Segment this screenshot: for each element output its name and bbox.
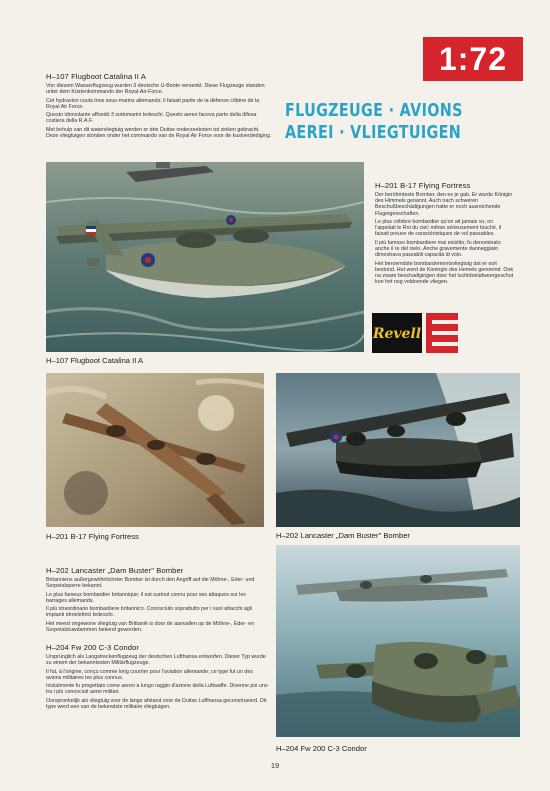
- page-number: 19: [270, 761, 280, 770]
- h204-text-nl: Oorspronkelijk als vliegtuig voor de lange afstand voor de Duitse Lufthansa geconstrueerd. Dit type werd een van de bekendste militaire vliegtuigen.: [46, 697, 267, 710]
- h204-text-de: Ursprünglich als Langstreckenflugzeug der deutschen Lufthansa entworfen. Dieser Typ wurde zu einem der bekanntesten Militärflugzeuge.: [46, 654, 266, 667]
- h202-text-nl: Het meest ongewone vliegtuig van Brittanië is door de aanvallen op de Möhne-, Eder- en Sorpetalstuwdammen bekend geworden.: [46, 620, 255, 633]
- revell-logo: [372, 311, 458, 355]
- page-heading: [285, 100, 463, 144]
- h201-text-fr: Le plus célèbre bombardier qu'on ait jamais vu; on l'appelait le Roi du ciel; même sérieusement touché, il faisait preuve de caractéristiques de vol passables.: [375, 219, 502, 238]
- svg-text:Revell: Revell: [372, 326, 422, 342]
- catalina-image: [46, 162, 364, 352]
- h204-text-it: Inizialmente fu progettato come aereo a lungo raggio d'azione della Luftwaffe. Divenne poi uno tra i più conosciuti aerei militari.: [46, 683, 268, 696]
- h204-description: [46, 643, 268, 712]
- h107-text-nl: Met behulp van dit watervliegtuig werden er drie Duitse onderzeeboten tot zinken gebracht. Deze vliegtuigen stonden onder het commando van de Royal Air Force voor de kustverdediging.: [46, 126, 272, 139]
- condor-image: [276, 545, 520, 737]
- b17-image: [46, 373, 264, 527]
- heading-line-2: AEREI · VLIEGTUIGEN: [285, 123, 462, 143]
- h201-text-nl: Het beroemdste bombardementsvliegtuig dat er ooit bestond. Het werd de Koningin des Hemels genoemd. Ook na zware beschadigingen door het luchtdoelafweergeschut kon het nog voldoende vliegen.: [375, 260, 514, 286]
- h201-text-it: Il più famoso bombardiere mai esistito; fu denominato anche il re del cielo. Anche gravemente danneggiato dimostrava passabili capacità di volo.: [375, 239, 501, 259]
- h107-description: [46, 72, 272, 141]
- h202-text-fr: Le plus fameux bombardier britannique; il est surtout connu pour ses attaques sur les barrages allemands.: [46, 591, 246, 604]
- h107-caption: H–107 Flugboot Catalina II A: [46, 356, 144, 365]
- h204-title: H–204 Fw 200 C-3 Condor: [46, 643, 140, 652]
- h107-text-fr: Cet hydravion coula trois sous-marins allemands; il faisait partie de la défense côtière de la Royal Air Force.: [46, 97, 260, 110]
- h202-description: [46, 566, 268, 635]
- h202-title: H–202 Lancaster „Dam Buster" Bomber: [46, 566, 184, 575]
- h202-caption: H–202 Lancaster „Dam Buster" Bomber: [276, 531, 410, 540]
- scale-badge: 1:72: [423, 37, 523, 81]
- h107-text-de: Von diesem Wasserflugzeug wurden 3 deutsche U-Boote versenkt. Diese Flugzeuge standen unter dem Küstenkommando der Royal-Air-Force.: [46, 83, 265, 96]
- h201-text-de: Der berühmteste Bomber, den es je gab. Er wurde Königin des Himmels genannt. Auch nach schweren Beschußbeschädigungen hatte er noch ausreichende Flugeigenschaften.: [375, 192, 513, 217]
- h201-title: H–201 B-17 Flying Fortress: [375, 181, 471, 190]
- h201-description: [375, 181, 515, 288]
- lancaster-image: [276, 373, 520, 527]
- heading-line-1: FLUGZEUGE · AVIONS: [285, 101, 463, 121]
- h204-text-fr: Il fut, à l'origine, conçu comme long courrier pour l'aviation allemande; ce type fut un des avions militaires les plus connus.: [46, 668, 253, 681]
- h202-text-it: Il più straordinario bombardiere britannico. Conosciuto soprattutto per i suoi attacchi agli impianti idroelettrici tedeschi.: [46, 606, 253, 619]
- h201-caption: H–201 B-17 Flying Fortress: [46, 532, 139, 541]
- h107-text-it: Questo idrovolante affondò 3 sottomarini tedeschi. Questo aereo faceva parte della difesa costiera della R.A.F.: [46, 112, 257, 125]
- h204-caption: H–204 Fw 200 C-3 Condor: [276, 744, 367, 753]
- h107-title: H–107 Flugboot Catalina II A: [46, 72, 146, 81]
- h202-text-de: Britanniens außergewöhnlichster Bomber ist durch den Angriff auf die Möhne-, Eder- und Sorpetalsperre bekannt.: [46, 577, 255, 590]
